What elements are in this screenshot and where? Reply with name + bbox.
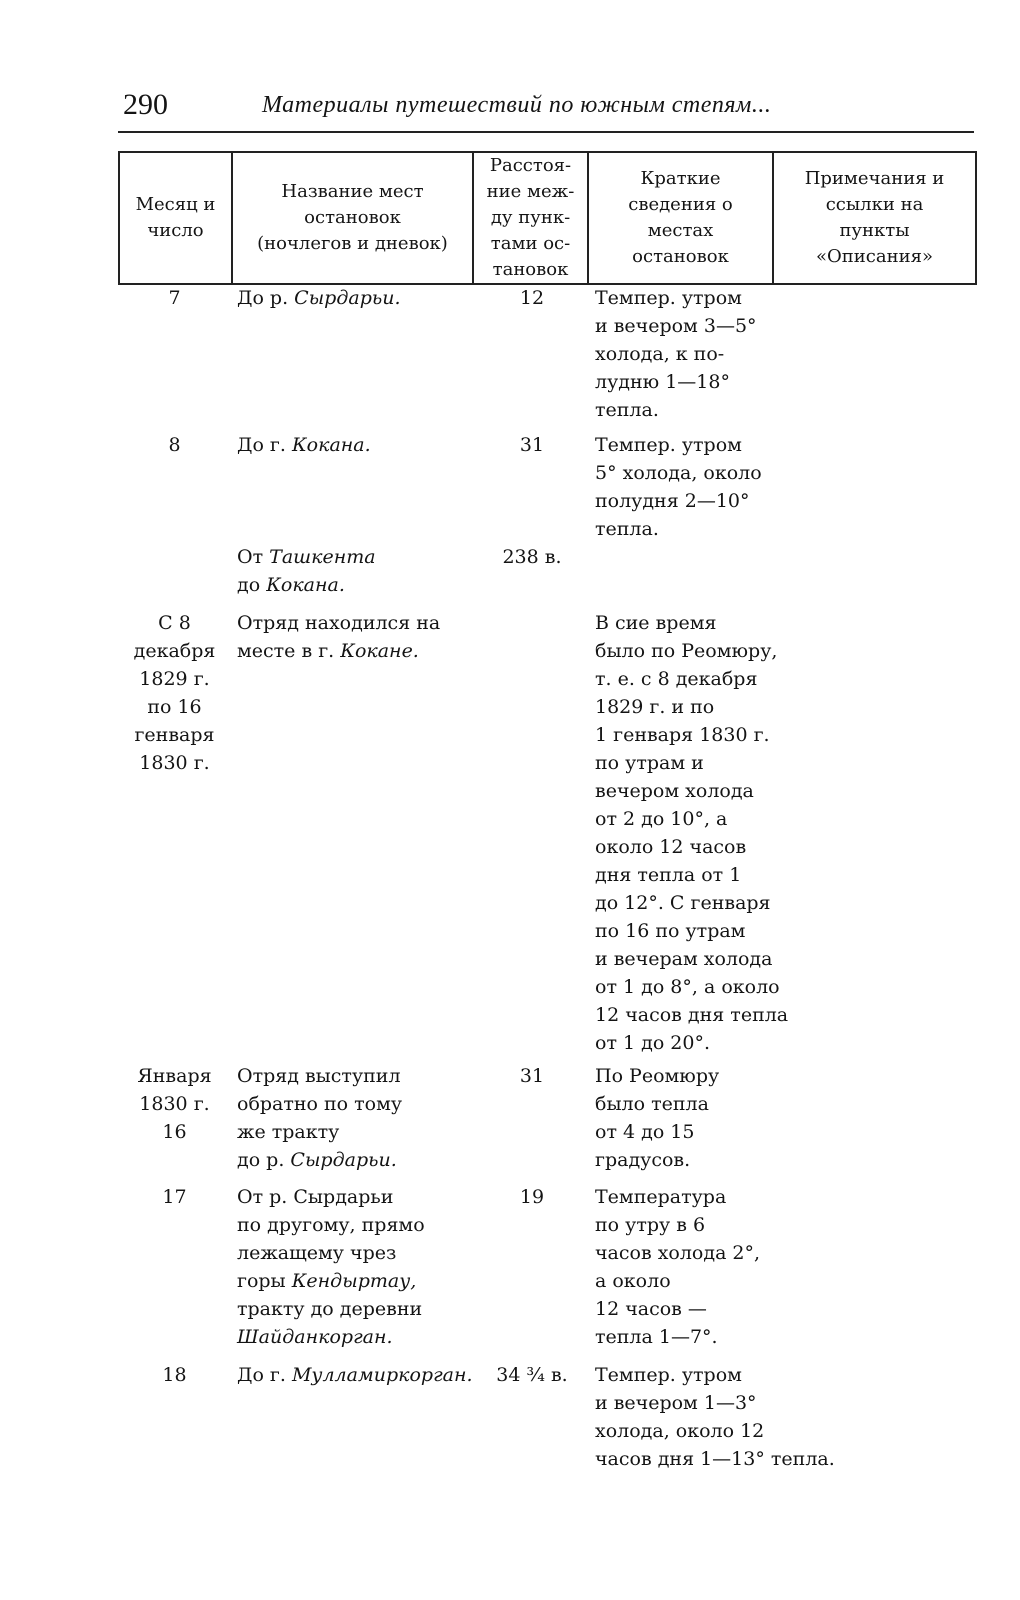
place-name: Ташкента [269, 546, 376, 568]
table-row [118, 543, 975, 609]
place-name: Кокана. [266, 574, 345, 596]
column-header-table [118, 151, 977, 285]
place-cell [231, 1062, 477, 1183]
place-name: Кокана. [291, 434, 371, 456]
place-cell [231, 284, 477, 431]
notes-cell: Температура по утру в 6 часов холода 2°, а около 12 часов — тепла 1—7°. [595, 1186, 761, 1348]
distance-cell [477, 609, 587, 1062]
page-number: 290 [123, 88, 168, 121]
notes-cell [587, 543, 975, 609]
place-cell [231, 1183, 477, 1361]
table-row [118, 1183, 975, 1361]
place-cell [231, 609, 477, 1062]
notes-cell: Темпер. утром и вечером 3—5° холода, к по- лудню 1—18° тепла. [595, 287, 757, 421]
place-name: Сырдарьи. [294, 287, 401, 309]
place-cell [231, 431, 477, 543]
date-cell [118, 543, 231, 609]
place-text: До г. [237, 434, 292, 456]
column-header-place: Название мест остановок (ночлегов и дневок) [232, 152, 473, 284]
distance-cell: 31 [519, 1065, 545, 1087]
header-rule [118, 131, 974, 133]
notes-cell: Темпер. утром и вечером 1—3° холода, около 12 часов дня 1—13° тепла. [595, 1364, 835, 1470]
place-name: Шайданкорган. [237, 1326, 393, 1348]
distance-cell: 31 [519, 434, 545, 456]
distance-cell: 19 [519, 1186, 545, 1208]
column-header-notes: Примечания и ссылки на пункты «Описания» [773, 152, 976, 284]
place-name: Сырдарьи. [290, 1149, 397, 1171]
place-text: до [237, 574, 267, 596]
column-header-distance: Расстоя- ние меж- ду пунк- тами ос- тановок [473, 152, 588, 284]
place-text: До г. [237, 1364, 292, 1386]
notes-cell: По Реомюру было тепла от 4 до 15 градусов. [595, 1065, 720, 1171]
distance-cell: 12 [519, 287, 545, 309]
place-name: Кендыртау, [291, 1270, 417, 1292]
place-text: От [237, 546, 270, 568]
place-text: тракту до деревни [237, 1298, 423, 1320]
date-cell: 18 [162, 1364, 187, 1386]
itinerary-table [118, 284, 975, 1481]
column-header-date: Месяц и число [119, 152, 232, 284]
distance-cell: 34 ¾ в. [496, 1364, 568, 1386]
table-row [118, 609, 975, 1062]
place-text: До р. [237, 287, 295, 309]
distance-cell: 238 в. [502, 546, 562, 568]
table-row [118, 284, 975, 431]
table-row [118, 431, 975, 543]
notes-cell: В сие время было по Реомюру, т. е. с 8 декабря 1829 г. и по 1 генваря 1830 г. по утрам и вечером холода от 2 до 10°, а около 12 часов дня тепла от 1 до 12°. С генваря по 16 по утрам и вечерам холода от 1 до 8°, а около 12 часов дня тепла от 1 до 20°. [595, 612, 789, 1054]
table-row [118, 1361, 975, 1481]
place-text: От р. Сырдарьи по другому, прямо лежащему чрез горы [237, 1186, 425, 1292]
date-cell: 8 [168, 434, 181, 456]
column-header-info: Краткие сведения о местах остановок [588, 152, 773, 284]
place-cell [231, 1361, 477, 1481]
date-cell: 17 [162, 1186, 187, 1208]
place-text: Отряд находился на месте в г. [237, 612, 441, 662]
date-cell: С 8 декабря 1829 г. по 16 генваря 1830 г. [133, 612, 216, 774]
column-header-row [119, 152, 976, 284]
place-text: Отряд выступил обратно по тому же тракту до р. [237, 1065, 403, 1171]
place-name: Мулламиркорган. [291, 1364, 473, 1386]
place-cell [231, 543, 477, 609]
place-name: Кокане. [340, 640, 419, 662]
running-title: Материалы путешествий по южным степям... [262, 92, 772, 118]
date-cell: Января 1830 г. 16 [137, 1065, 212, 1143]
date-cell: 7 [168, 287, 181, 309]
table-row [118, 1062, 975, 1183]
notes-cell: Темпер. утром 5° холода, около полудня 2—10° тепла. [595, 434, 762, 540]
